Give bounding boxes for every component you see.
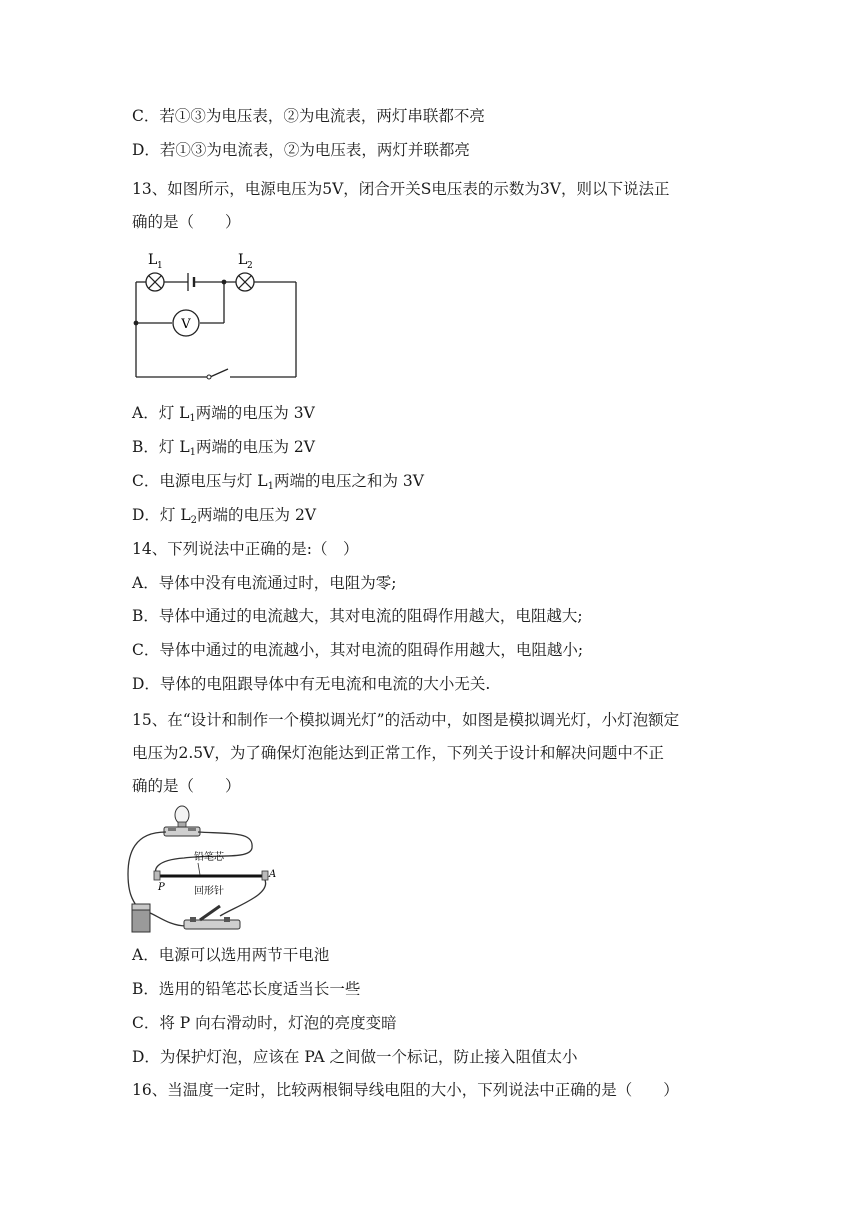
q13-circuit-diagram: [128, 244, 303, 384]
q14-option-d: D．导体的电阻跟导体中有无电流和电流的大小无关.: [132, 675, 491, 693]
l2-label: L: [238, 252, 248, 268]
l1-label: L: [148, 252, 158, 268]
paper-clip-label: 回形针: [194, 886, 224, 897]
q13-option-d: D．灯 $L_2$两端的电压为 2V: [132, 506, 317, 526]
svg-text:2: 2: [247, 261, 253, 271]
q15-stem-line1: 15、在“设计和制作一个模拟调光灯”的活动中，如图是模拟调光灯，小灯泡额定: [132, 711, 680, 729]
q12-option-d: D．若①③为电流表，②为电压表，两灯并联都亮: [132, 141, 470, 159]
q15-option-c: C．将 P 向右滑动时，灯泡的亮度变暗: [132, 1014, 397, 1032]
q15-option-d: D．为保护灯泡，应该在 PA 之间做一个标记，防止接入阻值太小: [132, 1048, 578, 1066]
q14-stem: 14、下列说法中正确的是:（ ）: [132, 540, 359, 558]
svg-text:V: V: [181, 317, 191, 332]
battery-icon: [132, 904, 150, 932]
q13-option-b: B．灯 $L_1$两端的电压为 2V: [132, 438, 315, 458]
q14-option-a: A．导体中没有电流通过时，电阻为零;: [132, 574, 397, 592]
q13-option-a: A．灯 $L_1$两端的电压为 3V: [132, 404, 315, 424]
q12-option-c: C．若①③为电压表，②为电流表，两灯串联都不亮: [132, 107, 485, 125]
pencil-lead-label: 铅笔芯: [194, 852, 224, 863]
q15-option-a: A．电源可以选用两节干电池: [132, 946, 330, 964]
q15-stem-line3: 确的是（ ）: [132, 777, 241, 795]
q13-option-c: C．电源电压与灯 $L_1$两端的电压之和为 3V: [132, 472, 424, 492]
q14-option-c: C．导体中通过的电流越小，其对电流的阻碍作用越大，电阻越小;: [132, 641, 584, 659]
q14-option-b: B．导体中通过的电流越大，其对电流的阻碍作用越大，电阻越大;: [132, 607, 583, 625]
light-bulb-icon: [164, 806, 200, 836]
lamp-l2-icon: [236, 273, 254, 291]
point-a-label: A: [269, 869, 277, 880]
q15-option-b: B．选用的铅笔芯长度适当长一些: [132, 980, 361, 998]
q15-dimmer-figure: [124, 804, 294, 936]
svg-text:1: 1: [157, 261, 163, 271]
q13-stem-line1: 13、如图所示，电源电压为5V，闭合开关S电压表的示数为3V，则以下说法正: [132, 180, 670, 198]
point-p-label: P: [158, 882, 165, 893]
q13-stem-line2: 确的是（ ）: [132, 213, 241, 231]
q15-stem-line2: 电压为2.5V，为了确保灯泡能达到正常工作，下列关于设计和解决问题中不正: [132, 744, 664, 762]
lamp-l1-icon: [146, 273, 164, 291]
voltmeter-icon: [173, 310, 199, 336]
q16-stem: 16、当温度一定时，比较两根铜导线电阻的大小，下列说法中正确的是（ ）: [132, 1081, 679, 1099]
